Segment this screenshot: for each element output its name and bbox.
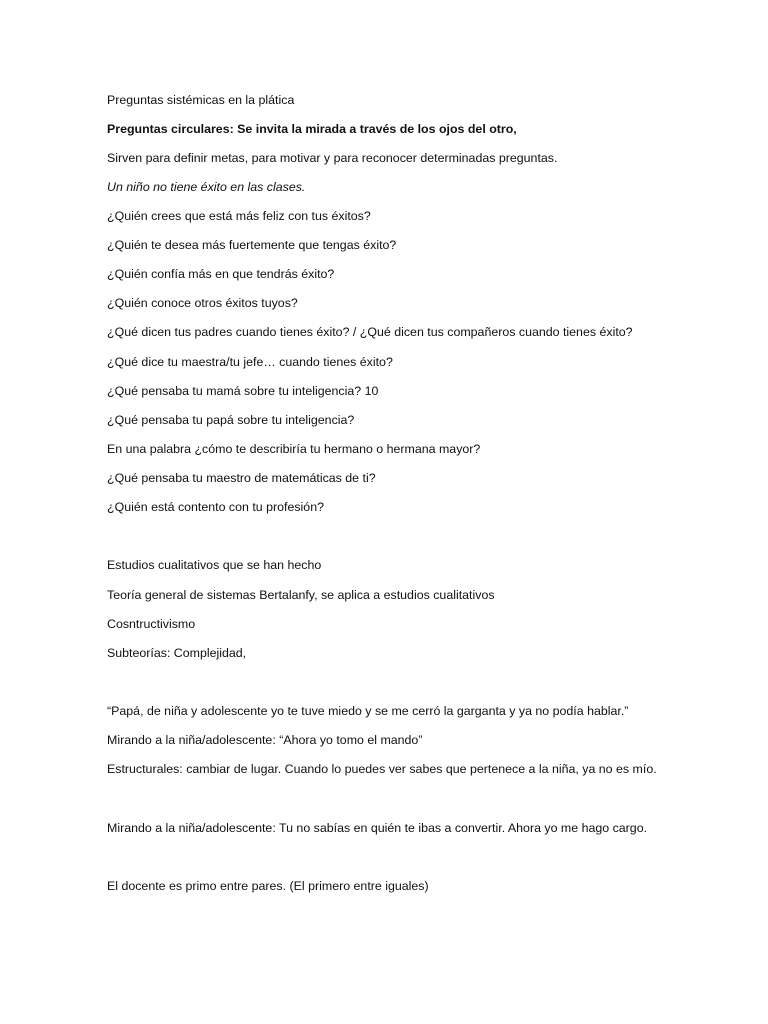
question-line: ¿Quién está contento con tu profesión? (107, 500, 324, 514)
question-line: ¿Quién conoce otros éxitos tuyos? (107, 296, 298, 310)
paragraph-line: Subteorías: Complejidad, (107, 646, 247, 660)
question-line: ¿Qué dicen tus padres cuando tienes éxito? / ¿Qué dicen tus compañeros cuando tienes éxito? (107, 325, 633, 339)
intro-paragraph: Sirven para definir metas, para motivar y para reconocer determinadas preguntas. (107, 151, 558, 165)
paragraph-line: Cosntructivismo (107, 617, 196, 631)
paragraph-line: Mirando a la niña/adolescente: Tu no sabías en quién te ibas a convertir. Ahora yo me hago cargo. (107, 821, 648, 835)
question-line: ¿Qué dice tu maestra/tu jefe… cuando tienes éxito? (107, 355, 393, 369)
question-line: En una palabra ¿cómo te describiría tu hermano o hermana mayor? (107, 442, 481, 456)
question-line: ¿Quién confía más en que tendrás éxito? (107, 267, 335, 281)
paragraph-line: Estudios cualitativos que se han hecho (107, 558, 322, 572)
question-line: ¿Qué pensaba tu maestro de matemáticas de ti? (107, 471, 376, 485)
question-line: ¿Quién te desea más fuertemente que tengas éxito? (107, 238, 397, 252)
paragraph-line: Mirando a la niña/adolescente: “Ahora yo tomo el mando” (107, 733, 423, 747)
section-heading: Preguntas circulares: Se invita la mirada a través de los ojos del otro, (107, 122, 517, 136)
document-title: Preguntas sistémicas en la plática (107, 93, 295, 107)
quote-line: “Papá, de niña y adolescente yo te tuve miedo y se me cerró la garganta y ya no podía hablar.” (107, 704, 629, 718)
question-line: ¿Qué pensaba tu mamá sobre tu inteligencia? 10 (107, 384, 379, 398)
paragraph-line: El docente es primo entre pares. (El primero entre iguales) (107, 879, 429, 893)
paragraph-line: Estructurales: cambiar de lugar. Cuando lo puedes ver sabes que pertenece a la niña, ya no es mío. (107, 762, 657, 776)
question-line: ¿Quién crees que está más feliz con tus éxitos? (107, 209, 371, 223)
question-line: ¿Qué pensaba tu papá sobre tu inteligencia? (107, 413, 355, 427)
example-text: Un niño no tiene éxito en las clases. (107, 180, 306, 194)
paragraph-line: Teoría general de sistemas Bertalanfy, se aplica a estudios cualitativos (107, 588, 495, 602)
